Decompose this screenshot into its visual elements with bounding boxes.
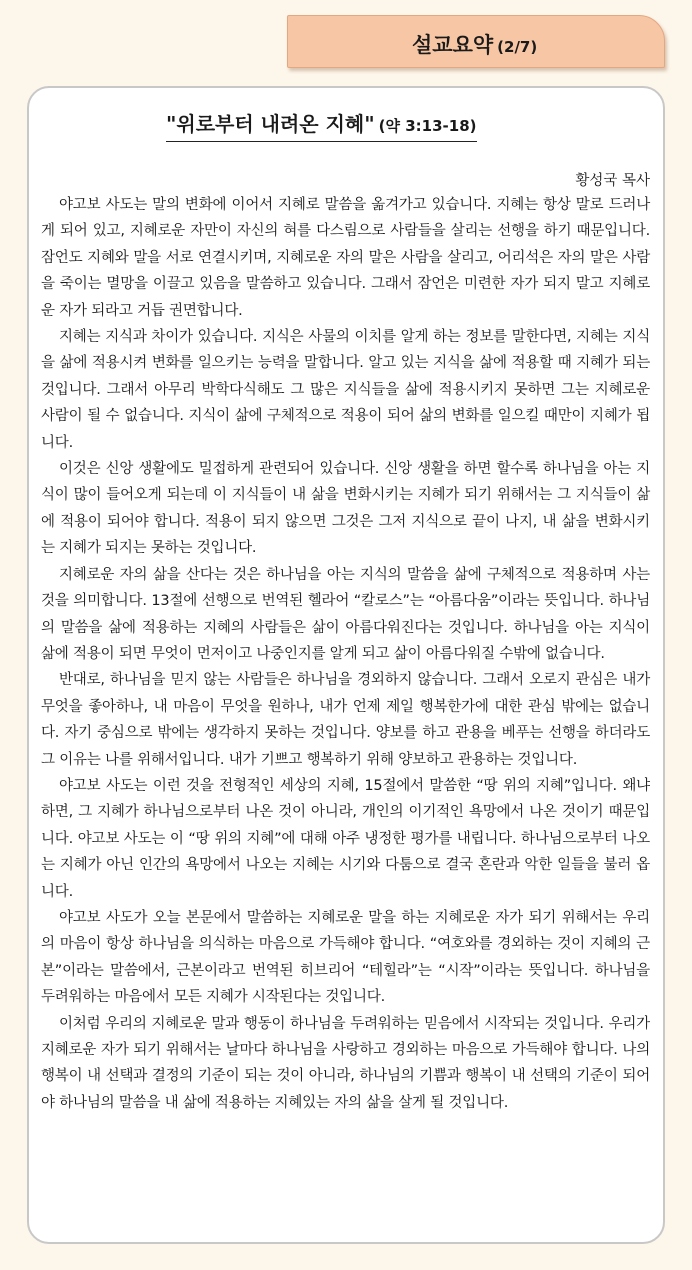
paragraph: 이처럼 우리의 지혜로운 말과 행동이 하나님을 두려워하는 믿음에서 시작되는 것입니다. 우리가 지혜로운 자가 되기 위해서는 날마다 하나님을 사랑하고 경외하는 마음으로 가득해야 합니다. 나의 행복이 내 선택과 결정의 기준이 되는 것이 아니라, 하나님의 기쁨과 행복이 내 선택의 기준이 되어야 하나님의 말씀을 내 삶에 적용하는 지혜있는 자의 삶을 살게 될 것입니다.	[41, 1015, 650, 1111]
sermon-title-text: "위로부터 내려온 지혜"	[166, 112, 375, 136]
scripture-reference: (약 3:13-18)	[378, 117, 477, 135]
paragraph: 이것은 신앙 생활에도 밀접하게 관련되어 있습니다. 신앙 생활을 하면 할수록 하나님을 아는 지식이 많이 들어오게 되는데 이 지식들이 내 삶을 변화시키는 지혜가 되기 위해서는 그 지식들이 삶에 적용이 되어야 합니다. 적용이 되지 않으면 그것은 그저 지식으로 끝이 나지, 내 삶을 변화시키는 지혜가 되지는 못하는 것입니다.	[41, 461, 650, 557]
paragraph: 지혜는 지식과 차이가 있습니다. 지식은 사물의 이치를 알게 하는 정보를 말한다면, 지혜는 지식을 삶에 적용시켜 변화를 일으키는 능력을 말합니다. 알고 있는 지식을 삶에 적용할 때 지혜가 되는 것입니다. 그래서 아무리 박학다식해도 그 많은 지식들을 삶에 적용시키지 못하면 그는 지혜로운 사람이 될 수 없습니다. 지식이 삶에 구체적으로 적용이 되어 삶의 변화를 일으킬 때만이 지혜가 됩니다.	[41, 329, 651, 451]
page-number: (2/7)	[497, 38, 538, 56]
paragraph: 반대로, 하나님을 믿지 않는 사람들은 하나님을 경외하지 않습니다. 그래서 오로지 관심은 내가 무엇을 좋아하나, 내 마음이 무엇을 원하나, 내가 언제 제일 행복한가에 대한 관심 밖에는 없습니다. 자기 중심으로 밖에는 생각하지 못하는 것입니다. 양보를 하고 관용을 베푸는 선행을 하더라도 그 이유는 나를 위해서입니다. 내가 기쁘고 행복하기 위해 양보하고 관용하는 것입니다.	[41, 672, 650, 768]
author: 황성국 목사	[575, 173, 650, 189]
page-title-text: 설교요약	[412, 33, 494, 57]
paragraph: 야고보 사도가 오늘 본문에서 말씀하는 지혜로운 말을 하는 지혜로운 자가 되기 위해서는 우리의 마음이 항상 하나님을 의식하는 마음으로 가득해야 합니다. “여호와를 경외하는 것이 지혜의 근본”이라는 말씀에서, 근본이라고 번역된 히브리어 “테힐라”는 “시작”이라는 뜻입니다. 하나님을 두려워하는 마음에서 모든 지혜가 시작된다는 것입니다.	[41, 909, 650, 1006]
sermon-title	[166, 110, 477, 142]
paragraph: 지혜로운 자의 삶을 산다는 것은 하나님을 아는 지식의 말씀을 삶에 구체적으로 적용하며 사는 것을 의미합니다. 13절에 선행으로 번역된 헬라어 “칼로스”는 “아름다움”이라는 뜻입니다. 하나님의 말씀을 삶에 적용하는 지혜의 사람들은 삶이 아름다워진다는 것입니다. 하나님을 아는 지식이 삶에 적용이 되면 무엇이 먼저이고 나중인지를 알게 되고 삶이 아름다워질 수밖에 없습니다.	[41, 566, 650, 662]
paragraph: 야고보 사도는 이런 것을 전형적인 세상의 지혜, 15절에서 말씀한 “땅 위의 지혜”입니다. 왜냐하면, 그 지혜가 하나님으로부터 나온 것이 아니라, 개인의 이기적인 욕망에서 나온 것이기 때문입니다. 야고보 사도는 이 “땅 위의 지혜”에 대해 아주 냉정한 평가를 내립니다. 하나님으로부터 나오는 지혜가 아닌 인간의 욕망에서 나오는 지혜는 시기와 다툼으로 결국 혼란과 악한 일들을 불러 옵니다.	[41, 777, 650, 900]
paragraph: 야고보 사도는 말의 변화에 이어서 지혜로 말씀을 옮겨가고 있습니다. 지혜는 항상 말로 드러나게 되어 있고, 지혜로운 자만이 자신의 혀를 다스림으로 사람들을 살리는 선행을 하기 때문입니다. 잠언도 지혜와 말을 서로 연결시키며, 지혜로운 자의 말은 사람을 살리고, 어리석은 자의 말은 사람을 죽이는 멸망을 이끌고 있음을 말씀하고 있습니다. 그래서 잠언은 미련한 자가 되지 말고 지혜로운 자가 되라고 거듭 권면합니다.	[41, 197, 650, 319]
page-title	[412, 31, 537, 61]
sermon-body	[41, 192, 650, 1116]
